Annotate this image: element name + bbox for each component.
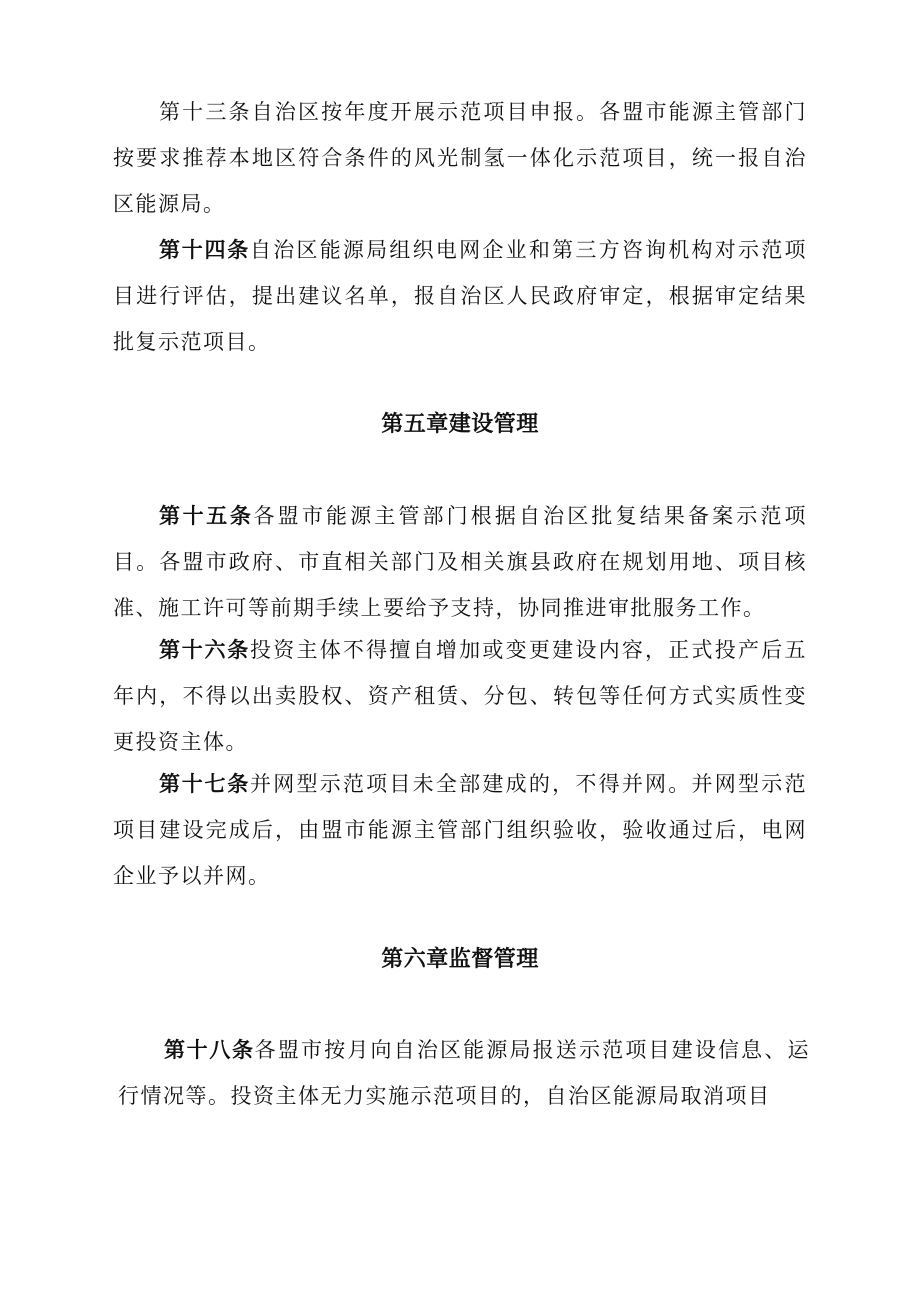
article-14-label: 第十四条	[159, 238, 250, 262]
article-15-label: 第十五条	[159, 504, 254, 528]
chapter-6-heading: 第六章监督管理	[381, 947, 539, 972]
article-14-text: 自治区能源局组织电网企业和第三方咨询机构对示范项目进行评估，提出建议名单，报自治区人民政府审定，根据审定结果批复示范项目。	[113, 238, 808, 354]
chapter-5-heading: 第五章建设管理	[381, 412, 539, 437]
article-17	[113, 761, 807, 899]
article-18-text: 各盟市按月向自治区能源局报送示范项目建设信息、运行情况等。投资主体无力实施示范项目的，自治区能源局取消项目	[118, 1038, 811, 1108]
article-17-text: 并网型示范项目未全部建成的，不得并网。并网型示范项目建设完成后，由盟市能源主管部门组织验收，验收通过后，电网企业予以并网。	[113, 772, 808, 888]
article-15	[113, 493, 807, 631]
article-16-label: 第十六条	[159, 638, 250, 662]
article-18-label: 第十八条	[164, 1038, 255, 1062]
article-13-label: 第十三条	[159, 100, 252, 124]
article-16	[113, 627, 807, 765]
article-17-label: 第十七条	[159, 772, 250, 796]
article-15-text: 各盟市能源主管部门根据自治区批复结果备案示范项目。各盟市政府、市直相关部门及相关旗县政府在规划用地、项目核准、施工许可等前期手续上要给予支持，协同推进审批服务工作。	[113, 504, 808, 620]
article-13-text: 自治区按年度开展示范项目申报。各盟市能源主管部门按要求推荐本地区符合条件的风光制氢一体化示范项目，统一报自治区能源局。	[113, 100, 808, 216]
article-18	[118, 1027, 810, 1119]
article-16-text: 投资主体不得擅自增加或变更建设内容，正式投产后五年内，不得以出卖股权、资产租赁、分包、转包等任何方式实质性变更投资主体。	[113, 638, 808, 754]
article-13	[113, 89, 807, 227]
article-14	[113, 227, 807, 365]
